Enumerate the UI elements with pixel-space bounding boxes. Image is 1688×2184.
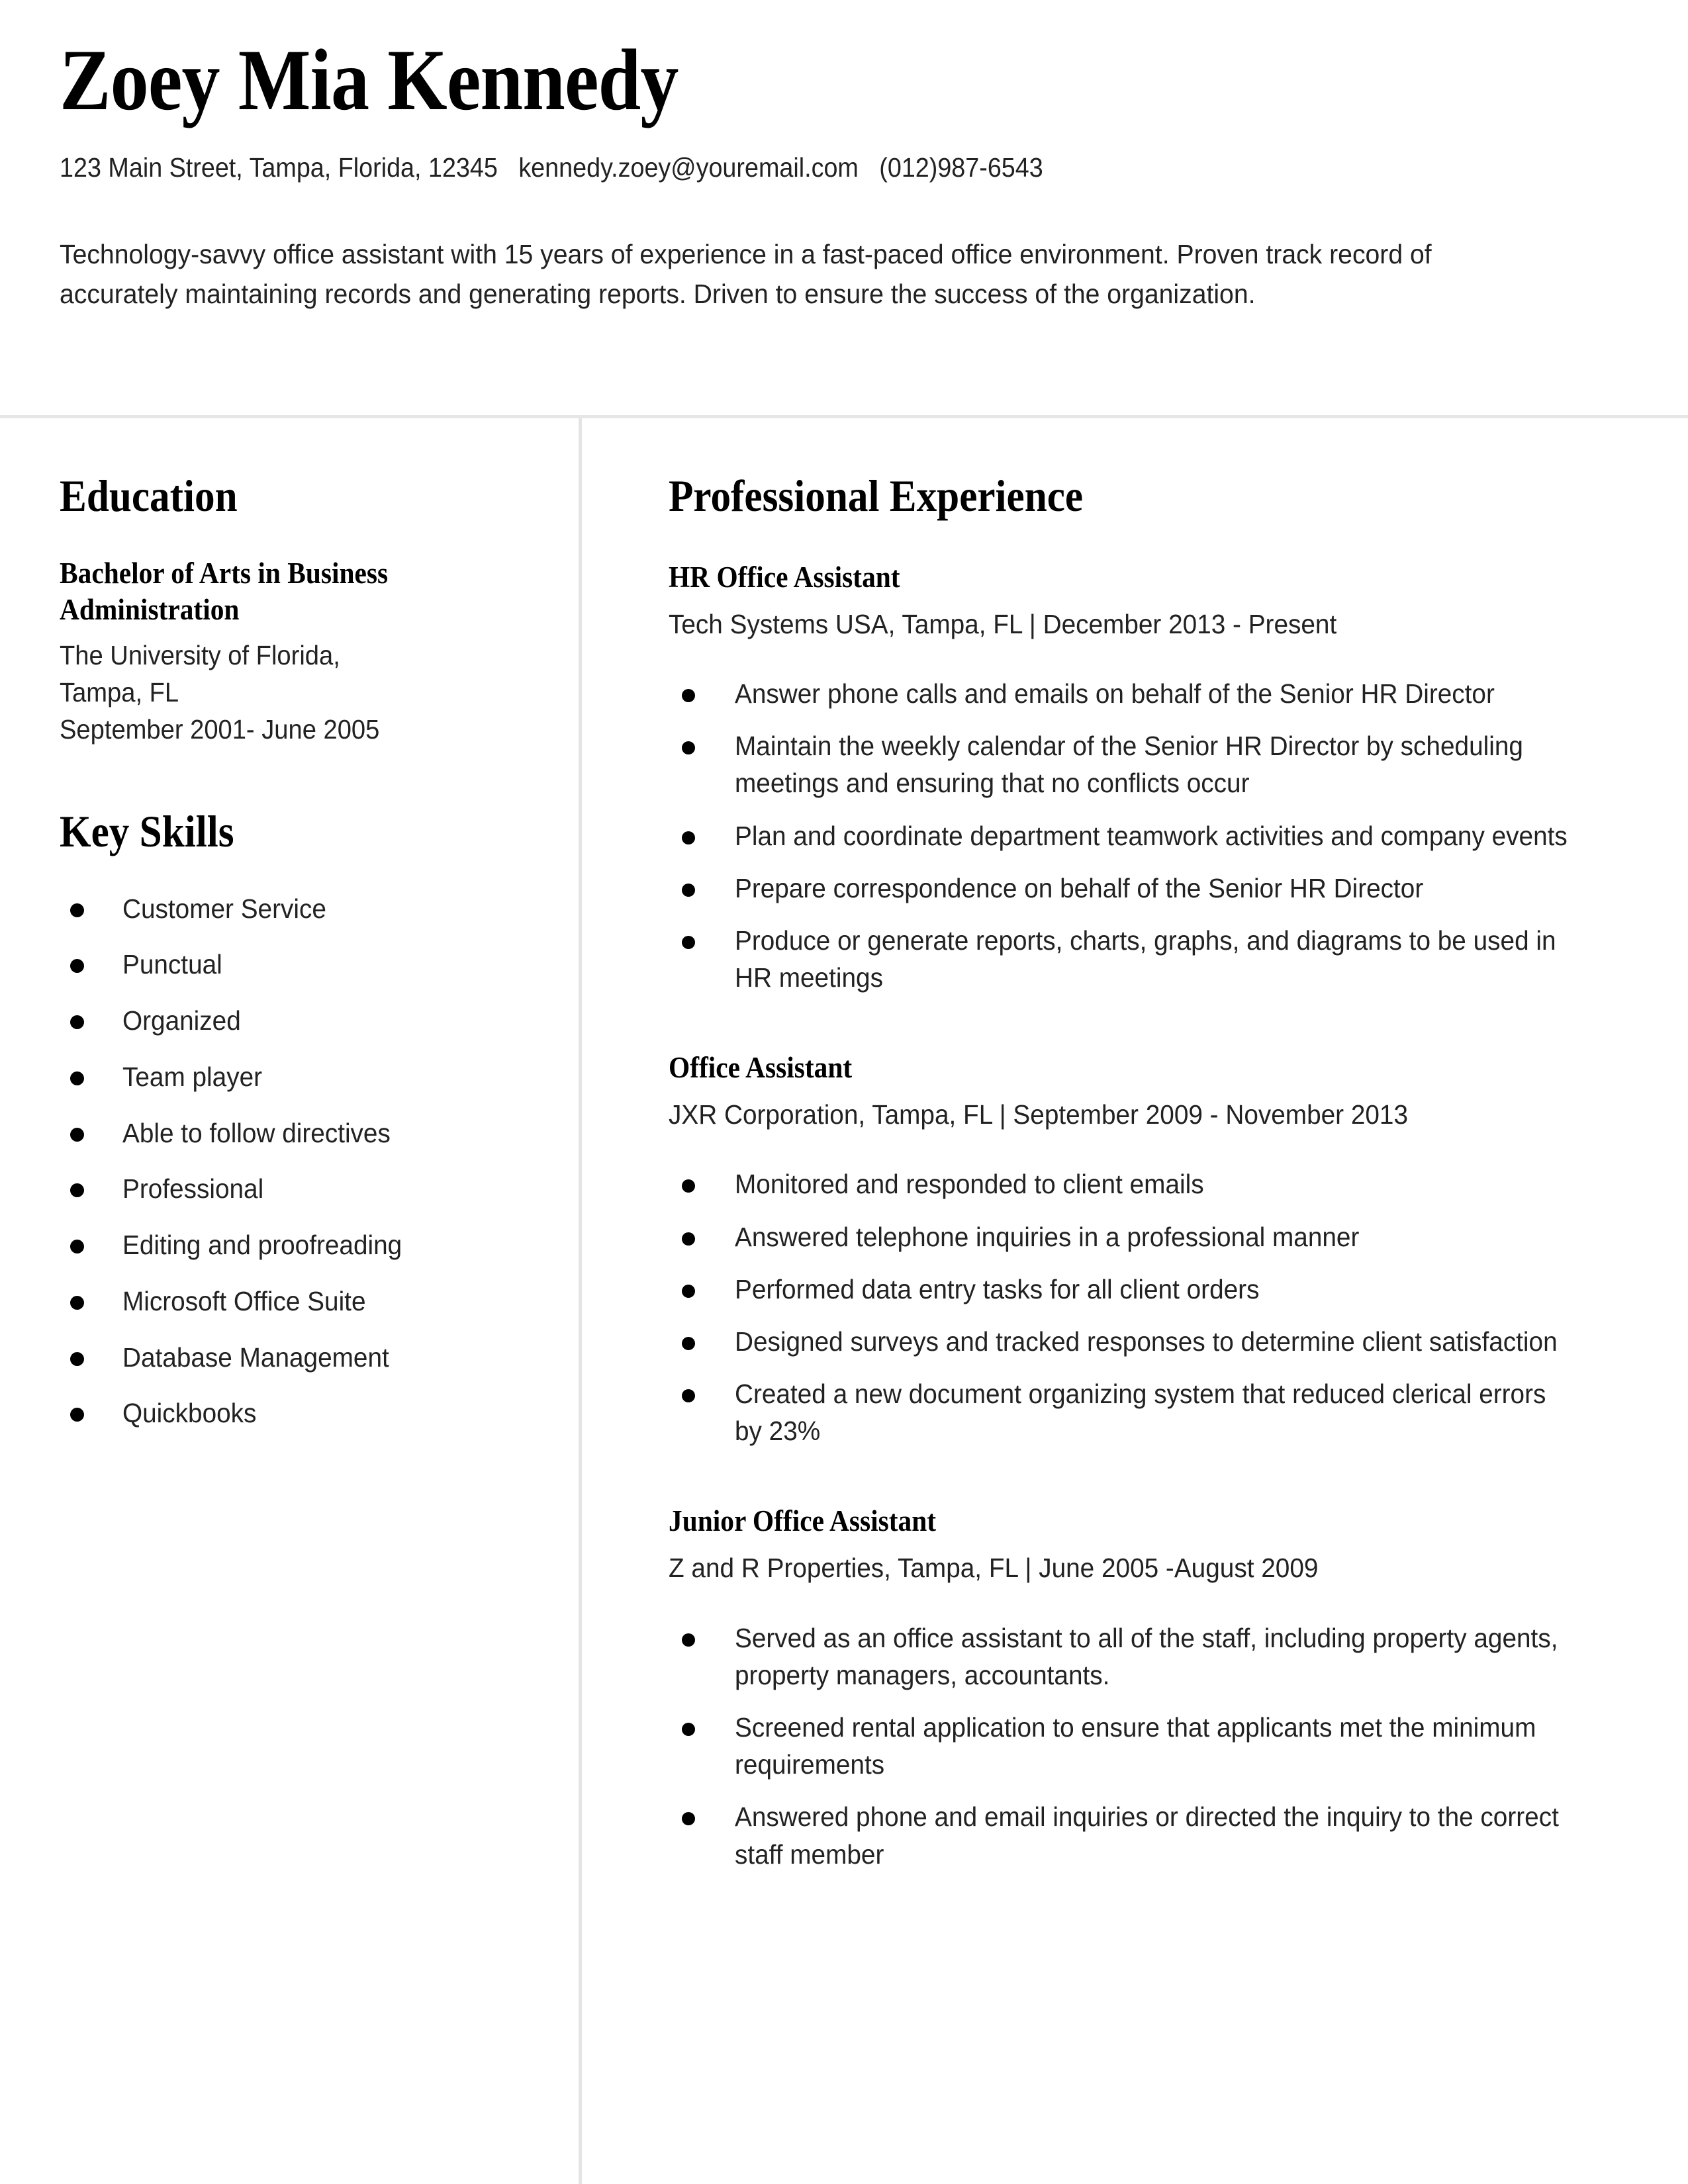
education-heading: Education — [60, 471, 238, 521]
header-divider — [0, 415, 1688, 418]
list-item — [60, 1340, 536, 1377]
job-bullet: Screened rental application to ensure that applicants met the minimum requirements — [735, 1712, 1536, 1780]
skill-label: Customer Service — [122, 893, 326, 924]
education-section — [60, 471, 536, 749]
list-item — [669, 1375, 1575, 1449]
job-bullet: Created a new document organizing system that reduced clerical errors by 23% — [735, 1379, 1546, 1447]
list-item — [669, 1165, 1575, 1203]
professional-summary: Technology-savvy office assistant with 15 years of experience in a fast-paced office environment. Proven track record of accurately maintaining records and generating reports. Driven to ensure the success of the organization. — [60, 238, 1432, 310]
job-bullet: Answered telephone inquiries in a professional manner — [735, 1221, 1360, 1252]
experience-entry — [669, 559, 1575, 996]
job-bullet: Answer phone calls and emails on behalf of the Senior HR Director — [735, 678, 1495, 709]
list-item — [669, 727, 1575, 801]
education-institution: The University of Florida, — [60, 640, 340, 671]
list-item — [669, 1619, 1575, 1694]
job-title: Office Assistant — [669, 1051, 853, 1085]
key-skills-section — [60, 807, 536, 1432]
experience-entry — [669, 1050, 1575, 1449]
job-bullet-list — [669, 1619, 1575, 1873]
list-item — [60, 946, 536, 983]
job-bullet: Plan and coordinate department teamwork activities and company events — [735, 820, 1568, 851]
skill-label: Microsoft Office Suite — [122, 1285, 366, 1316]
list-item — [669, 870, 1575, 907]
right-column — [669, 471, 1575, 1888]
section-spacer — [669, 1465, 1575, 1503]
list-item — [60, 1059, 536, 1096]
job-bullet-list — [669, 1165, 1575, 1449]
section-spacer — [669, 1011, 1575, 1050]
list-item — [60, 891, 536, 928]
skill-label: Punctual — [122, 949, 222, 980]
list-item — [669, 675, 1575, 712]
experience-section — [669, 471, 1575, 1873]
job-bullet: Performed data entry tasks for all client orders — [735, 1273, 1260, 1304]
job-bullet: Produce or generate reports, charts, graphs, and diagrams to be used in HR meetings — [735, 925, 1556, 993]
list-item — [60, 1115, 536, 1152]
job-bullet: Served as an office assistant to all of the staff, including property agents, property managers, accountants. — [735, 1622, 1558, 1690]
list-item — [669, 922, 1575, 996]
list-item — [60, 1227, 536, 1264]
candidate-name: Zoey Mia Kennedy — [60, 31, 679, 128]
job-title: Junior Office Assistant — [669, 1504, 937, 1538]
skill-label: Quickbooks — [122, 1398, 257, 1429]
list-item — [669, 1323, 1575, 1360]
skill-label: Professional — [122, 1173, 264, 1205]
key-skills-list — [60, 891, 536, 1433]
job-bullet: Monitored and responded to client emails — [735, 1169, 1204, 1200]
list-item — [669, 1709, 1575, 1783]
job-bullet-list — [669, 675, 1575, 996]
list-item — [60, 1283, 536, 1320]
list-item — [60, 1003, 536, 1040]
list-item — [669, 817, 1575, 854]
job-bullet: Maintain the weekly calendar of the Senior HR Director by scheduling meetings and ensuring that no conflicts occur — [735, 731, 1523, 799]
job-title: HR Office Assistant — [669, 560, 900, 594]
job-meta: JXR Corporation, Tampa, FL | September 2009 - November 2013 — [669, 1099, 1409, 1130]
skill-label: Organized — [122, 1005, 241, 1036]
job-bullet: Designed surveys and tracked responses to determine client satisfaction — [735, 1326, 1558, 1357]
contact-line: 123 Main Street, Tampa, Florida, 12345 kennedy.zoey@youremail.com (012)987-6543 — [60, 152, 1043, 183]
job-meta: Z and R Properties, Tampa, FL | June 2005 -August 2009 — [669, 1553, 1319, 1584]
column-divider — [579, 418, 582, 2184]
list-item — [669, 1271, 1575, 1308]
education-degree: Bachelor of Arts in Business Administration — [60, 556, 389, 627]
left-column — [60, 471, 536, 1451]
experience-heading: Professional Experience — [669, 471, 1084, 521]
experience-entry — [669, 1503, 1575, 1872]
skill-label: Editing and proofreading — [122, 1230, 402, 1261]
education-dates: September 2001- June 2005 — [60, 713, 380, 745]
list-item — [60, 1395, 536, 1432]
education-entry — [60, 555, 536, 749]
list-item — [669, 1218, 1575, 1255]
key-skills-heading: Key Skills — [60, 805, 234, 856]
skill-label: Database Management — [122, 1342, 389, 1373]
list-item — [60, 1171, 536, 1208]
resume-header — [60, 33, 1635, 314]
skill-label: Team player — [122, 1061, 263, 1092]
education-location: Tampa, FL — [60, 677, 179, 708]
job-bullet: Answered phone and email inquiries or directed the inquiry to the correct staff member — [735, 1801, 1559, 1870]
skill-label: Able to follow directives — [122, 1117, 391, 1148]
job-meta: Tech Systems USA, Tampa, FL | December 2013 - Present — [669, 608, 1337, 639]
list-item — [669, 1798, 1575, 1872]
job-bullet: Prepare correspondence on behalf of the Senior HR Director — [735, 872, 1424, 903]
